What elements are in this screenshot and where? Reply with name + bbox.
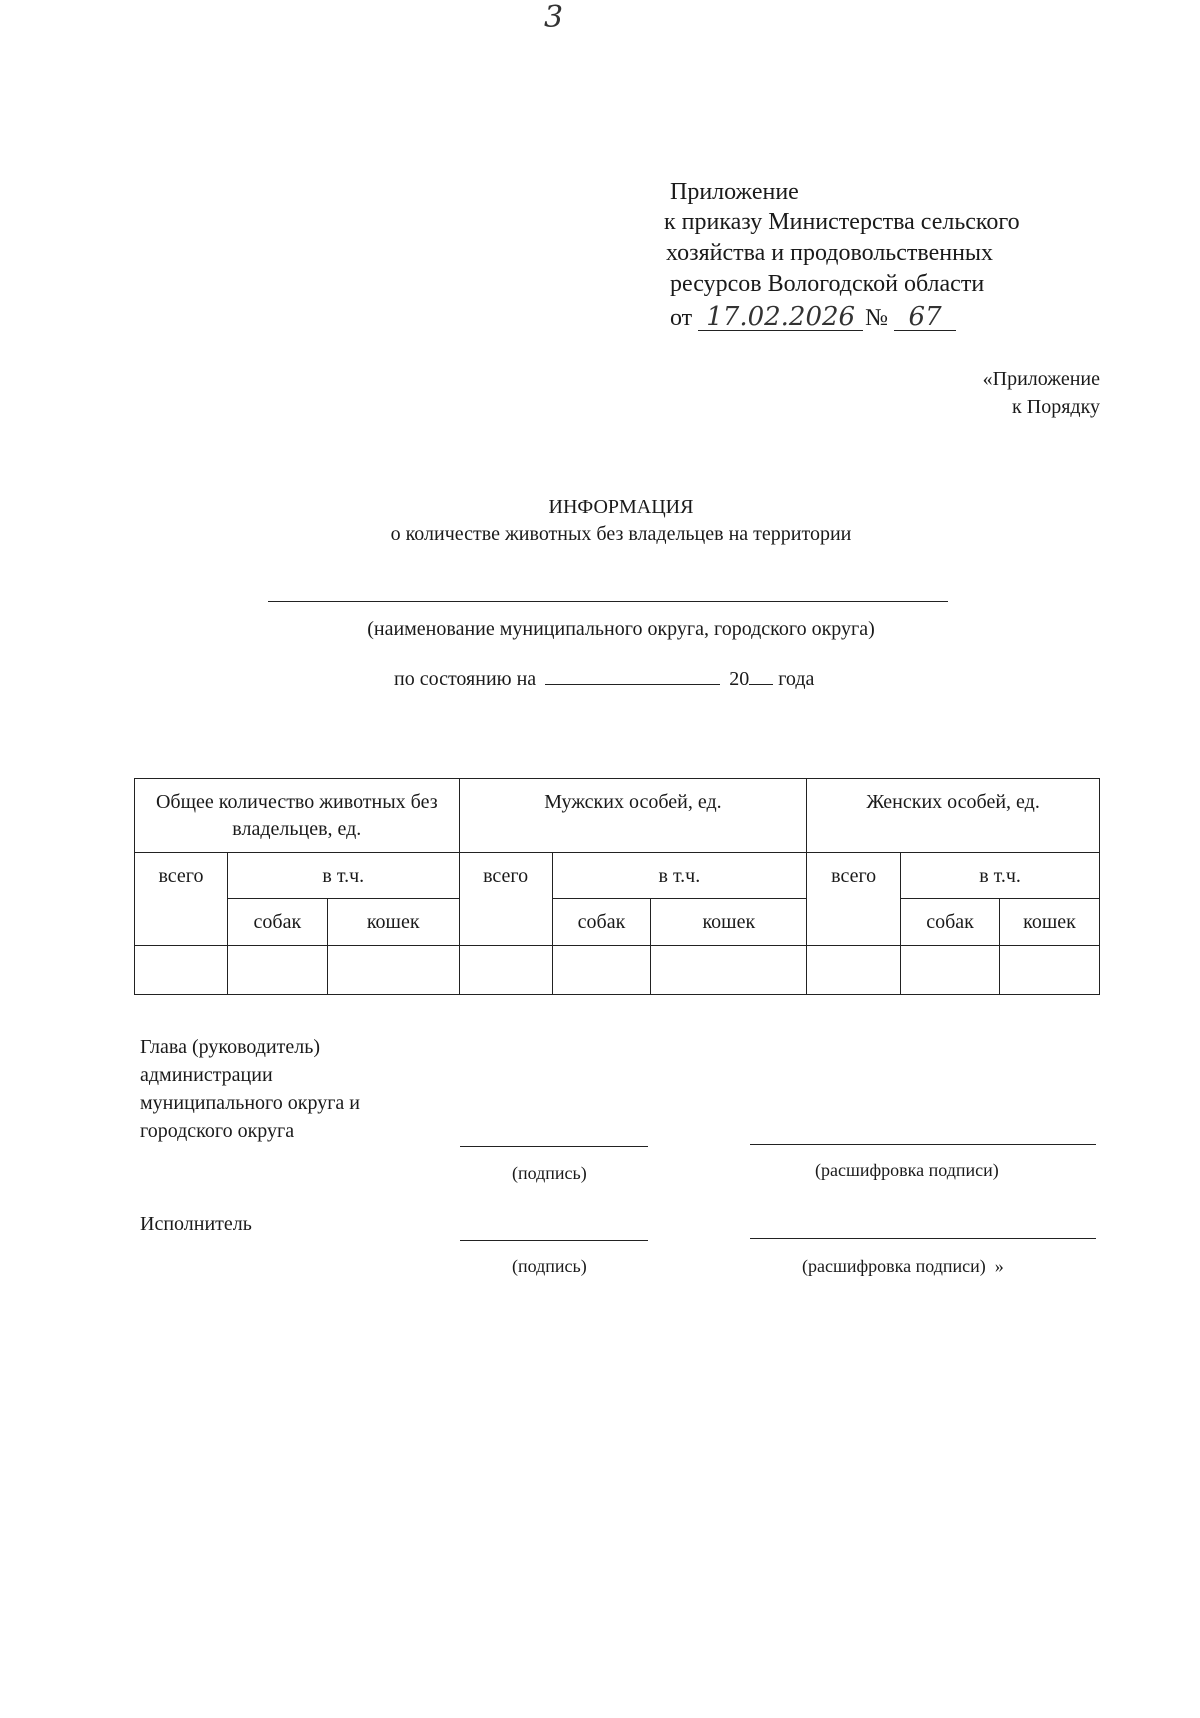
table-cell	[227, 946, 327, 995]
municipality-caption: (наименование муниципального округа, городского округа)	[367, 618, 875, 640]
head-title-line-3: муниципального округа и	[140, 1092, 360, 1114]
header-female-dogs: собак	[901, 899, 1000, 946]
executor-decryption-caption	[802, 1256, 1004, 1277]
header-male-including: в т.ч.	[552, 853, 807, 899]
executor-decryption-text: (расшифровка подписи)	[802, 1256, 986, 1276]
header-male: Мужских особей, ед.	[459, 779, 807, 853]
closing-quote: »	[994, 1256, 1004, 1276]
header-male-cats: кошек	[651, 899, 807, 946]
document-subtitle: о количестве животных без владельцев на территории	[390, 523, 852, 545]
executor-decryption-line	[750, 1238, 1096, 1239]
year-suffix: года	[778, 668, 815, 690]
year-blank	[749, 666, 773, 685]
header-female-including: в т.ч.	[901, 853, 1100, 899]
header-female: Женских особей, ед.	[807, 779, 1100, 853]
date-blank	[545, 666, 720, 685]
as-of-prefix: по состоянию на	[394, 668, 537, 690]
order-number-prefix: №	[865, 305, 889, 331]
table-cell	[135, 946, 228, 995]
executor-label: Исполнитель	[140, 1213, 252, 1235]
header-male-all: всего	[459, 853, 552, 946]
order-date-line	[670, 304, 956, 332]
table-cell	[327, 946, 459, 995]
order-date: 17.02.2026	[698, 304, 863, 331]
table-row	[135, 946, 1100, 995]
head-title-line-2: администрации	[140, 1064, 273, 1086]
head-decryption-line	[750, 1144, 1096, 1145]
order-date-prefix: от	[670, 305, 693, 331]
page-number: 3	[544, 0, 564, 35]
document-title: ИНФОРМАЦИЯ	[548, 496, 694, 518]
table-cell	[651, 946, 807, 995]
year-prefix: 20	[729, 668, 750, 690]
table-cell	[552, 946, 651, 995]
appendix-line-1: «Приложение	[982, 368, 1100, 390]
order-line-4: ресурсов Вологодской области	[670, 271, 985, 297]
order-line-2: к приказу Министерства сельского	[664, 209, 1020, 235]
header-female-all: всего	[807, 853, 901, 946]
head-decryption-caption: (расшифровка подписи)	[815, 1160, 999, 1180]
header-total-including: в т.ч.	[227, 853, 459, 899]
animals-table	[134, 778, 1100, 995]
order-line-3: хозяйства и продовольственных	[666, 240, 994, 266]
table-cell	[807, 946, 901, 995]
header-female-cats: кошек	[1000, 899, 1100, 946]
header-total-dogs: собак	[227, 899, 327, 946]
head-signature-caption: (подпись)	[512, 1163, 587, 1183]
executor-signature-line	[460, 1240, 648, 1241]
as-of-date-line	[394, 666, 814, 691]
header-total-all: всего	[135, 853, 228, 946]
head-title-line-4: городского округа	[140, 1120, 295, 1142]
order-line-1: Приложение	[670, 179, 799, 205]
header-total-animals: Общее количество животных без владельцев, ед.	[135, 779, 460, 853]
head-signature-line	[460, 1146, 648, 1147]
municipality-line	[268, 601, 948, 602]
order-number: 67	[894, 304, 956, 331]
appendix-line-2: к Порядку	[1012, 396, 1100, 418]
table-cell	[459, 946, 552, 995]
table-cell	[901, 946, 1000, 995]
table-cell	[1000, 946, 1100, 995]
header-total-cats: кошек	[327, 899, 459, 946]
executor-signature-caption: (подпись)	[512, 1256, 587, 1276]
header-male-dogs: собак	[552, 899, 651, 946]
head-title-line-1: Глава (руководитель)	[140, 1036, 321, 1058]
